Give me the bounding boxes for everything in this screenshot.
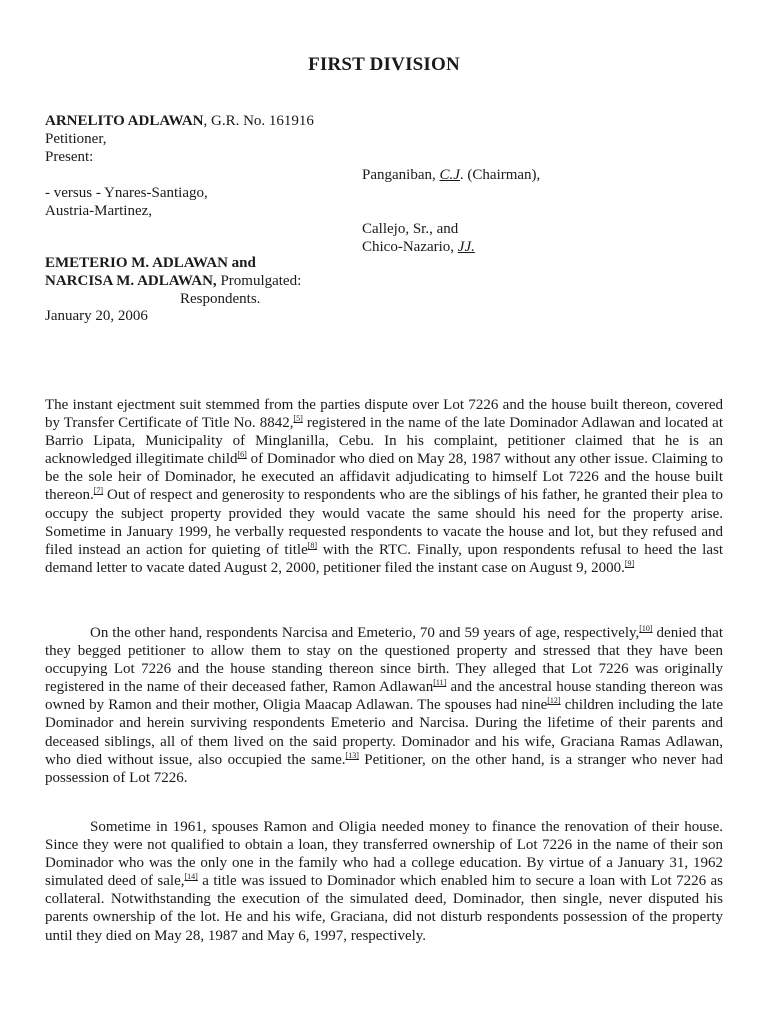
footnote-5-link[interactable]: [5] — [293, 414, 303, 424]
p1-text-3: of Dominador who died on May 28, 1987 without any other issue. Claiming to be the sole heir of Dominador, he executed an affidavit adjudicating to himself Lot 7226 and the house built thereon. — [45, 451, 724, 504]
p1-text-2: registered in the name of the late Dominador Adlawan and located at Barrio Lipata, Municipality of Minglanilla, Cebu. In his complaint, petitioner claimed that he is an acknowledged illegitimate child — [45, 415, 723, 468]
respondents-line-2 — [45, 272, 301, 290]
justice-5-name: Chico-Nazario, — [362, 239, 458, 255]
versus-line: - versus - Ynares-Santiago, — [45, 185, 208, 201]
paragraph-3 — [45, 818, 723, 945]
p1-text-4: Out of respect and generosity to respondents who are the siblings of his father, he granted their plea to occupy the subject property provided they would vacate the same should his need for the property arise. Sometime in January 1999, he verbally requested respondents to vacate the house and lot, but they refused and filed instead an action for quieting of title — [45, 487, 723, 558]
p1-text-5: with the RTC. Finally, upon respondents refusal to heed the last demand letter to vacate dated August 2, 2000, petitioner filed the instant case on August 9, 2000. — [45, 541, 723, 576]
p2-text-4: children including the late Dominador and herein surviving respondents Emeterio and Narcisa. During the lifetime of their parents and deceased siblings, all of them lived on the said property. Dominador and his wife, Graciana Ramas Adlawan, who died without issue, also occupied the same. — [45, 697, 723, 768]
p2-text-5: Petitioner, on the other hand, is a stranger who never had possession of Lot 7226. — [45, 751, 723, 786]
justice-4: Callejo, Sr., and — [362, 221, 459, 237]
justice-3: Austria-Martinez, — [45, 203, 153, 219]
justice-5-title: JJ. — [457, 239, 475, 255]
footnote-7-link[interactable]: [7] — [93, 486, 104, 496]
promulgated-label: Promulgated: — [216, 273, 302, 289]
p3-text-2: a title was issued to Dominador which enabled him to secure a loan with Lot 7226 as collateral. Notwithstanding the execution of the simulated deed, Dominador, then single, never disputed his parents ownership of the lot. He and his wife, Graciana, did not disturb respondents possession of the property until they died on May 28, 1987 and May 6, 1997, respectively. — [45, 873, 723, 944]
p3-text-1: Sometime in 1961, spouses Ramon and Oligia needed money to finance the renovation of their house. Since they were not qualified to obtain a loan, they transferred ownership of Lot 7226 in the name of their son Dominador who was the only one in the family who had a college education. By virtue of a January 31, 1962 simulated deed of sale, — [45, 819, 723, 890]
present-label: Present: — [45, 149, 94, 165]
petitioner-name: ARNELITO ADLAWAN — [45, 113, 204, 129]
justice-1-title: C.J — [439, 167, 460, 183]
p2-text-3: and the ancestral house standing thereon was owned by Ramon and their mother, Oligia Maacap Adlawan. The spouses had nine — [45, 679, 723, 714]
footnote-13-link[interactable]: [13] — [345, 750, 359, 760]
promulgation-date: January 20, 2006 — [45, 308, 148, 324]
gr-number: , G.R. No. 161916 — [203, 113, 314, 129]
respondents-names: NARCISA M. ADLAWAN, — [45, 273, 217, 289]
division-heading: FIRST DIVISION — [308, 54, 460, 75]
petitioner-line — [45, 112, 314, 130]
justice-1 — [362, 166, 540, 184]
p1-text-1: The instant ejectment suit stemmed from the parties dispute over Lot 7226 and the house built thereon, covered by Transfer Certificate of Title No. 8842, — [45, 397, 723, 432]
justice-1-name: Panganiban, — [362, 167, 440, 183]
paragraph-2 — [45, 624, 723, 787]
footnote-11-link[interactable]: [11] — [433, 678, 447, 688]
footnote-10-link[interactable]: [10] — [639, 624, 653, 633]
footnote-14-link[interactable]: [14] — [184, 872, 198, 882]
footnote-9-link[interactable]: [9] — [624, 558, 635, 568]
respondents-label: Respondents. — [180, 291, 261, 307]
petitioner-label: Petitioner, — [45, 131, 107, 147]
footnote-6-link[interactable]: [6] — [237, 450, 247, 460]
respondents-line-1: EMETERIO M. ADLAWAN and — [45, 255, 256, 271]
p2-text-1: On the other hand, respondents Narcisa and Emeterio, 70 and 59 years of age, respectively, — [90, 625, 640, 641]
footnote-8-link[interactable]: [8] — [307, 540, 318, 550]
footnote-12-link[interactable]: [12] — [547, 696, 561, 706]
paragraph-1 — [45, 396, 723, 577]
justice-5 — [362, 238, 475, 256]
justice-1-suffix: . (Chairman), — [459, 167, 541, 183]
p2-text-2: denied that they begged petitioner to allow them to stay on the questioned property and stressed that they have been occupying Lot 7226 and the house standing thereon since birth. They alleged that Lot 7226 was originally registered in the name of their deceased father, Ramon Adlawan — [45, 625, 723, 696]
